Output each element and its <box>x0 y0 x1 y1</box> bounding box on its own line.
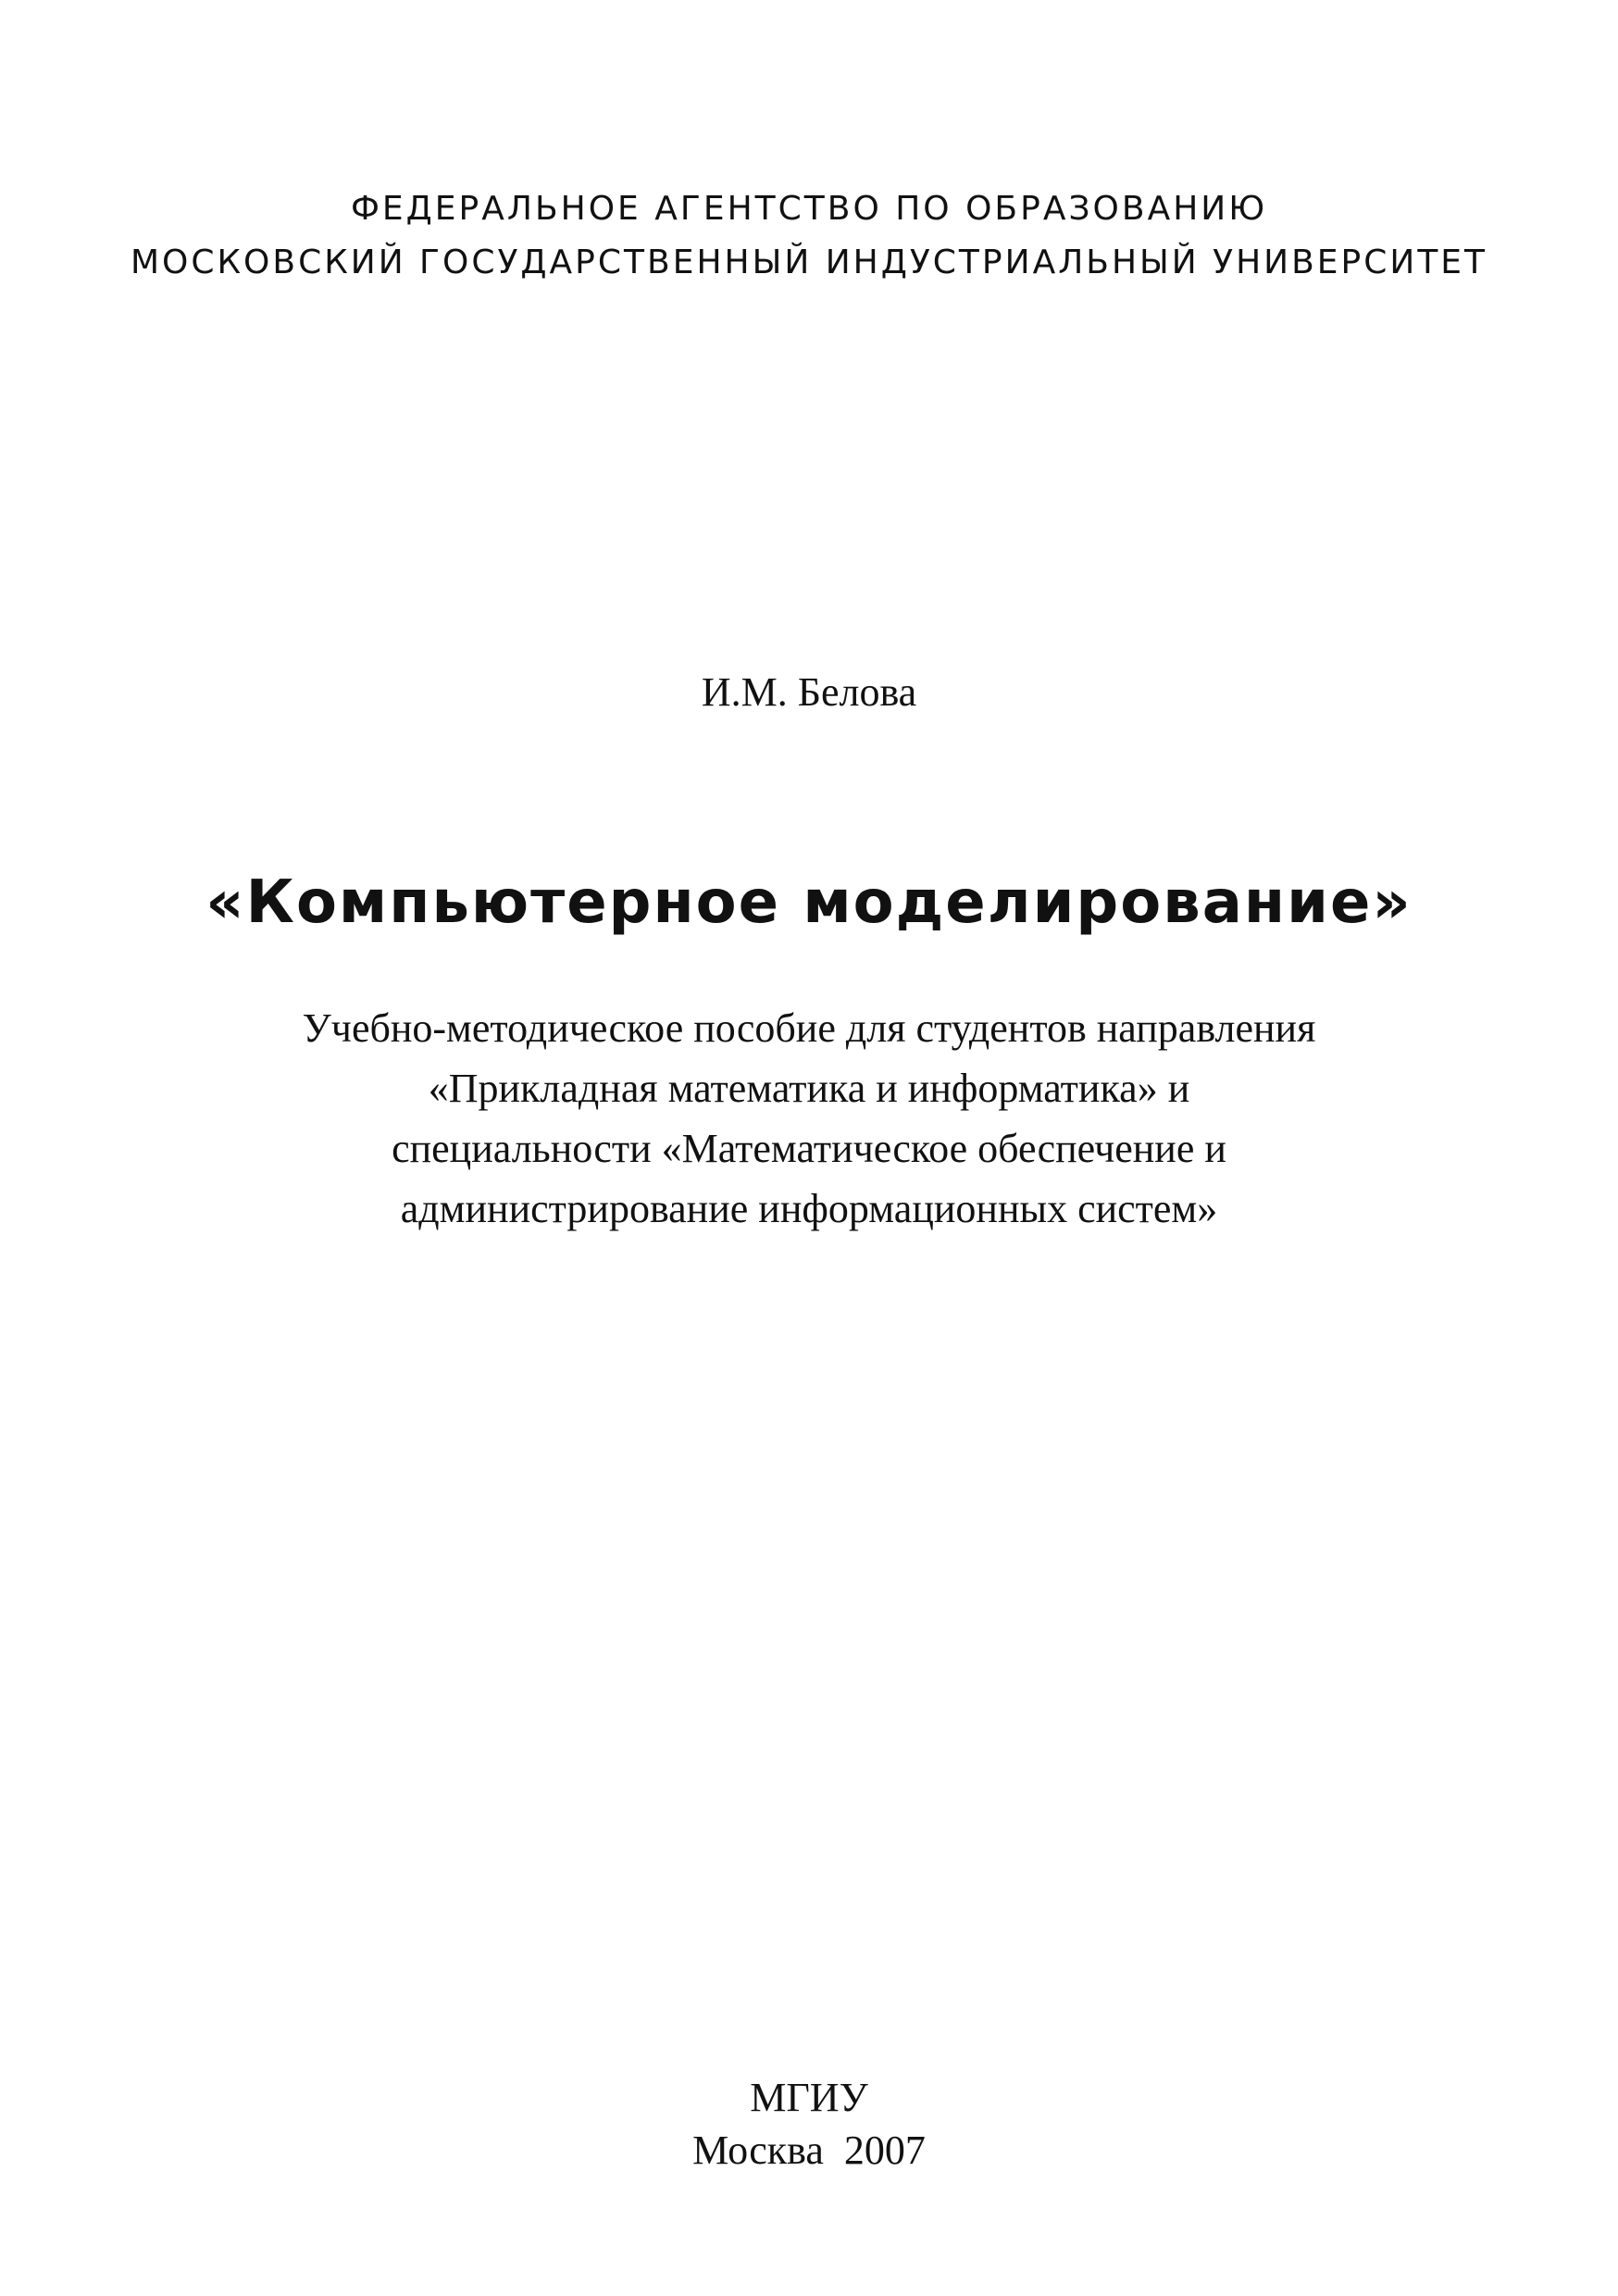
author-name: И.М. Белова <box>701 669 917 715</box>
publisher-name: МГИУ <box>750 2075 868 2120</box>
city-year: Москва 2007 <box>692 2128 926 2173</box>
subtitle-line-1: Учебно-методическое пособие для студентов направления <box>302 1005 1316 1051</box>
subtitle-line-2: «Прикладная математика и информатика» и <box>428 1066 1190 1111</box>
document-title: «Компьютерное моделирование» <box>205 868 1413 937</box>
university-heading: МОСКОВСКИЙ ГОСУДАРСТВЕННЫЙ ИНДУСТРИАЛЬНЫЙ УНИВЕРСИТЕТ <box>130 243 1488 281</box>
subtitle-line-3: специальности «Математическое обеспечение и <box>392 1126 1226 1171</box>
subtitle-line-4: администрирование информационных систем» <box>400 1186 1218 1231</box>
agency-heading: ФЕДЕРАЛЬНОЕ АГЕНТСТВО ПО ОБРАЗОВАНИЮ <box>350 190 1268 228</box>
